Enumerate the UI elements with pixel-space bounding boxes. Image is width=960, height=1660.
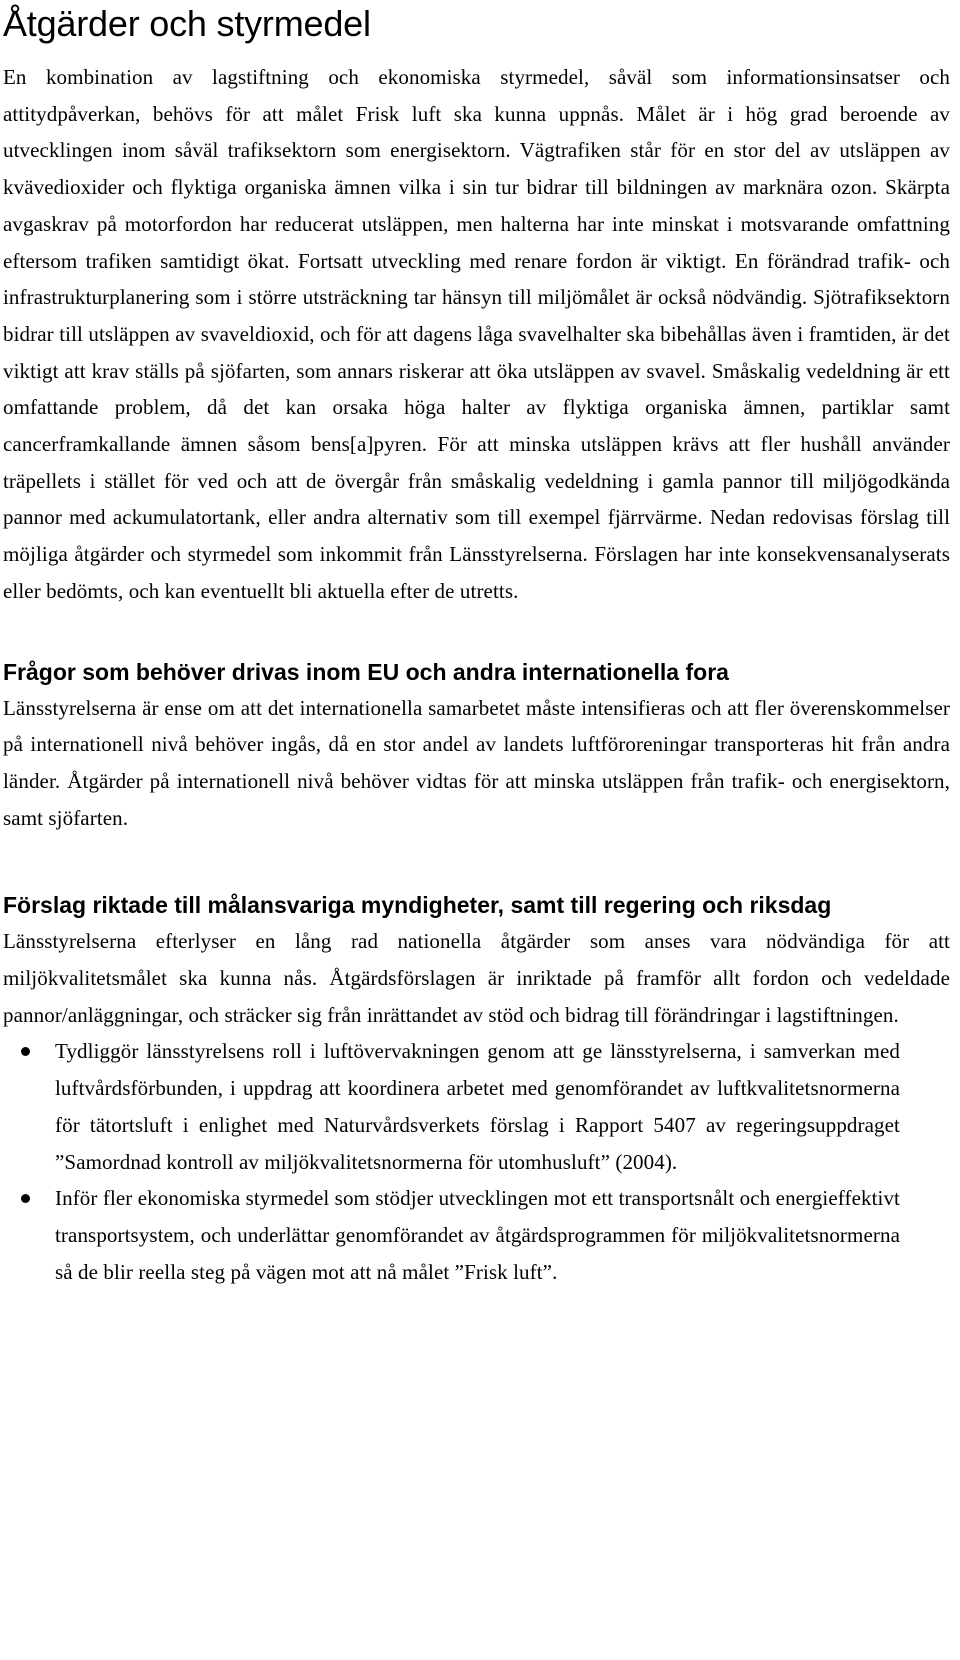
list-item [3, 1180, 950, 1290]
section-heading-international: Frågor som behöver drivas inom EU och andra internationella fora [3, 658, 729, 685]
intro-paragraph: En kombination av lagstiftning och ekonomiska styrmedel, såväl som informationsinsatser och attitydpåverkan, behövs för att målet Frisk luft ska kunna uppnås. Målet är i hög grad beroende av utvecklingen inom såväl trafiksektorn som energisektorn. Vägtrafiken står för en stor del av utsläppen av kvävedioxider och flyktiga organiska ämnen vilka i sin tur bidrar till bildningen av marknära ozon. Skärpta avgaskrav på motorfordon har reducerat utsläppen, men halterna har inte minskat i motsvarande omfattning eftersom trafiken samtidigt ökat. Fortsatt utveckling med renare fordon är viktigt. En förändrad trafik- och infrastrukturplanering som i större utsträckning tar hänsyn till miljömålet är också nödvändig. Sjötrafiksektorn bidrar till utsläppen av svaveldioxid, och för att dagens låga svavelhalter ska bibehållas även i framtiden, är det viktigt att krav ställs på sjöfarten, som annars riskerar att öka utsläppen av svavel. Småskalig vedeldning är ett omfattande problem, då det kan orsaka höga halter av flyktiga organiska ämnen, partiklar samt cancerframkallande ämnen såsom bens[a]pyren. För att minska utsläppen krävs att fler hushåll använder träpellets i stället för ved och att de övergår från småskalig vedeldning i gamla pannor till miljögodkända pannor med ackumulatortank, eller andra alternativ som till exempel fjärrvärme. Nedan redovisas förslag till möjliga åtgärder och styrmedel som inkommit från Länsstyrelserna. Förslagen har inte konsekvensanalyserats eller bedömts, och kan eventuellt bli aktuella efter de utretts. [3, 65, 950, 603]
section-paragraph-national: Länsstyrelserna efterlyser en lång rad nationella åtgärder som anses vara nödvändiga för att miljökvalitetsmålet ska kunna nås. Åtgärdsförslagen är inriktade på framför allt fordon och vedeldade pannor/anläggningar, och sträcker sig från inrättandet av stöd och bidrag till förändringar i lagstiftningen. [3, 929, 950, 1027]
proposal-list [3, 1033, 950, 1290]
list-item-text: Tydliggör länsstyrelsens roll i luftövervakningen genom att ge länsstyrelserna, i samverkan med luftvårdsförbunden, i uppdrag att koordinera arbetet med genomförandet av luftkvalitetsnormerna för tätortsluft i enlighet med Naturvårdsverkets förslag i Rapport 5407 av regeringsuppdraget ”Samordnad kontroll av miljökvalitetsnormerna för utomhusluft” (2004). [55, 1039, 900, 1174]
bullet-icon [21, 1194, 30, 1203]
page-title: Åtgärder och styrmedel [3, 3, 371, 44]
bullet-icon [21, 1047, 30, 1056]
section-paragraph-international: Länsstyrelserna är ense om att det internationella samarbetet måste intensifieras och att fler överenskommelser på internationell nivå behöver ingås, då en stor andel av landets luftföroreningar transporteras hit från andra länder. Åtgärder på internationell nivå behöver vidtas för att minska utsläppen från trafik- och energisektorn, samt sjöfarten. [3, 695, 950, 830]
list-item [3, 1033, 950, 1180]
section-heading-national: Förslag riktade till målansvariga myndigheter, samt till regering och riksdag [3, 892, 832, 919]
list-item-text: Inför fler ekonomiska styrmedel som stödjer utvecklingen mot ett transportsnålt och energieffektivt transportsystem, och underlättar genomförandet av åtgärdsprogrammen för miljökvalitetsnormerna så de blir reella steg på vägen mot att nå målet ”Frisk luft”. [55, 1186, 900, 1284]
